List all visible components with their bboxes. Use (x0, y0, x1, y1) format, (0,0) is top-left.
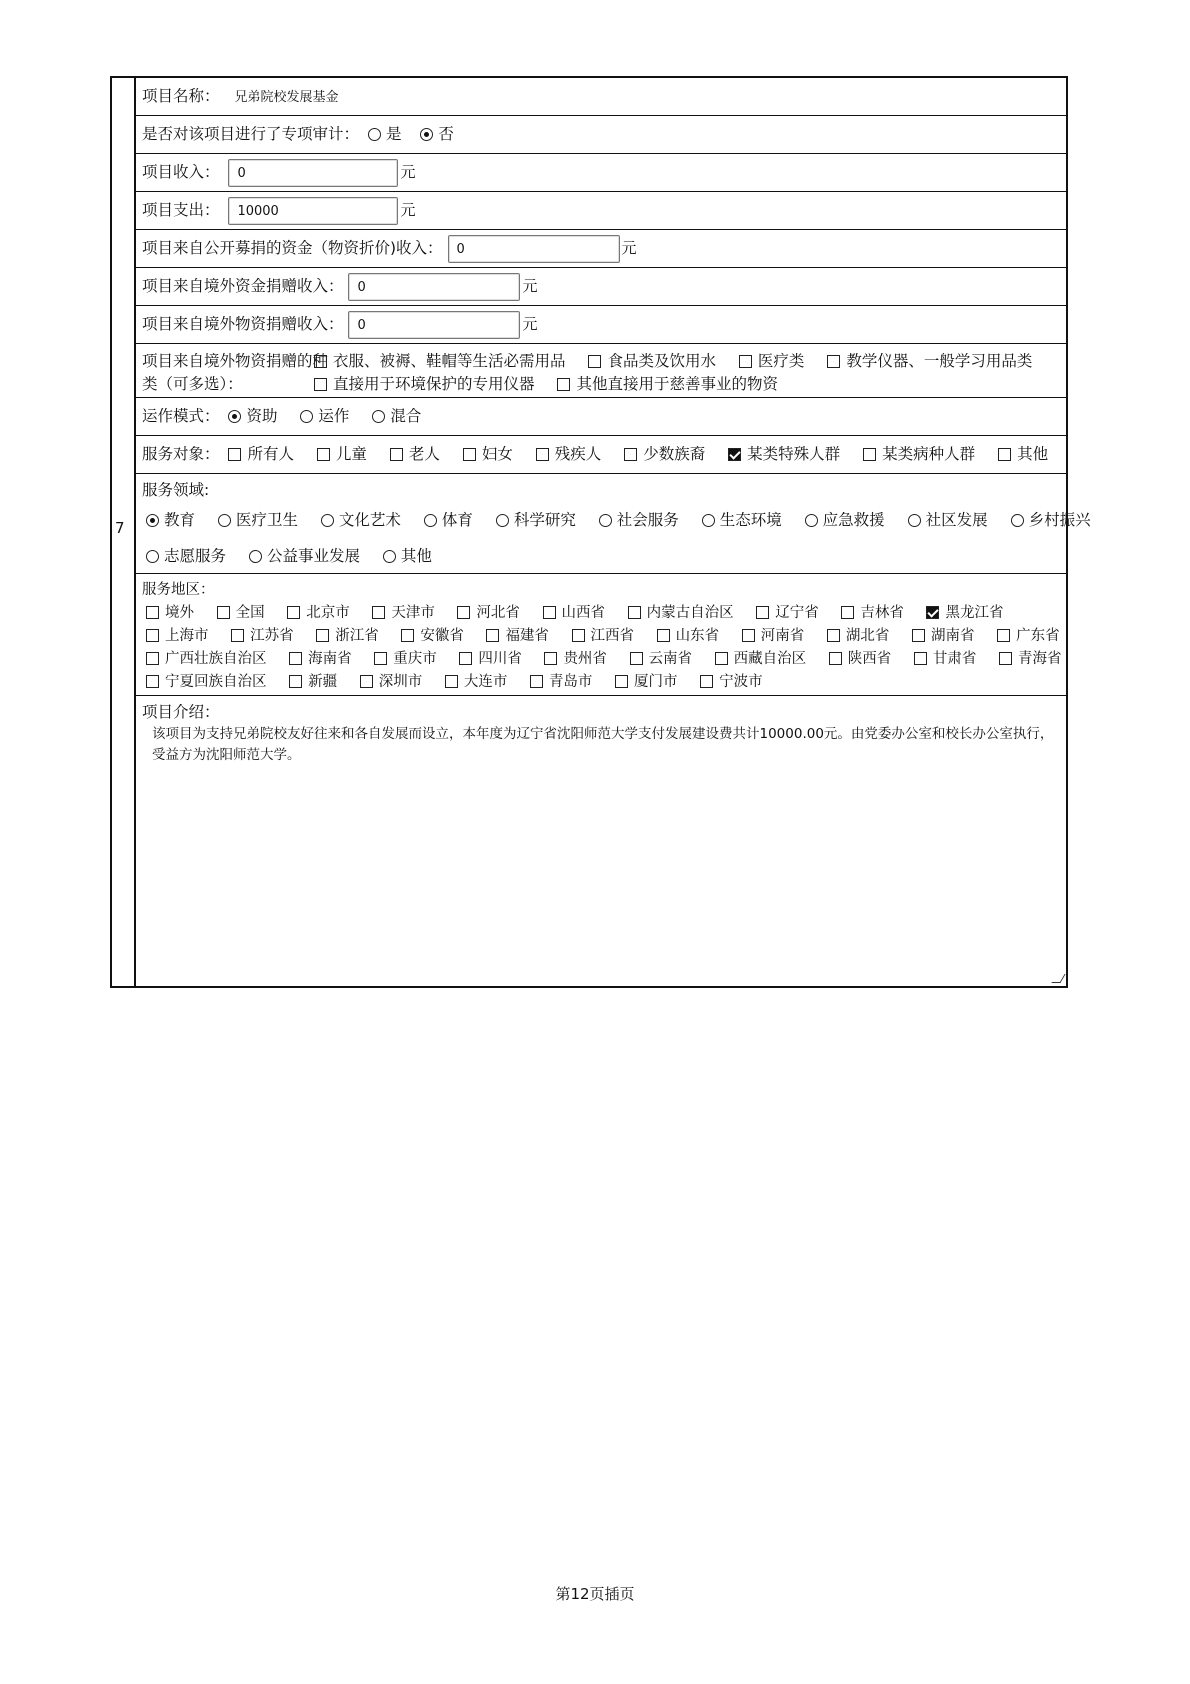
target-label: 某类病种人群 (882, 445, 976, 463)
region-label: 天津市 (391, 605, 435, 621)
goods-type-label: 食品类及饮用水 (607, 352, 716, 370)
region-checkbox[interactable] (543, 606, 556, 619)
goods-types-label-2: 类（可多选）： (142, 375, 243, 393)
region-checkbox[interactable] (374, 652, 387, 665)
region-label: 浙江省 (335, 628, 379, 644)
public-fund-input[interactable]: 0 (448, 235, 620, 263)
target-checkbox[interactable] (624, 448, 637, 461)
service-field-row (136, 474, 1091, 574)
target-checkbox[interactable] (390, 448, 403, 461)
special-audit-label: 是否对该项目进行了专项审计： (142, 125, 360, 143)
region-checkbox[interactable] (289, 675, 302, 688)
service-target-label: 服务对象： (142, 445, 220, 463)
region-checkbox[interactable] (700, 675, 713, 688)
goods-types-options-1 (310, 349, 1046, 371)
region-checkbox[interactable] (445, 675, 458, 688)
field-radio[interactable] (424, 514, 437, 527)
audit-no-label: 否 (438, 125, 454, 143)
page-footer: 第12页插页 (555, 1585, 635, 1603)
region-label: 湖北省 (845, 628, 890, 644)
goods-type-checkbox[interactable] (739, 355, 752, 368)
mode-radio-mixed[interactable] (372, 410, 385, 423)
field-label: 乡村振兴 (1028, 511, 1091, 529)
region-label: 陕西省 (847, 651, 892, 667)
foreign-fund-label: 项目来自境外资金捐赠收入： (142, 277, 344, 295)
region-label: 境外 (165, 605, 194, 621)
foreign-fund-input[interactable]: 0 (348, 273, 520, 301)
foreign-goods-label: 项目来自境外物资捐赠收入： (142, 315, 344, 333)
region-checkbox[interactable] (287, 606, 300, 619)
region-label: 黑龙江省 (945, 605, 1004, 621)
region-label: 安徽省 (420, 628, 464, 644)
resize-handle-icon[interactable] (1051, 974, 1065, 983)
region-checkbox[interactable] (459, 652, 472, 665)
region-label: 青海省 (1017, 651, 1062, 667)
region-checkbox[interactable] (289, 652, 302, 665)
region-checkbox[interactable] (841, 606, 854, 619)
region-label: 广东省 (1016, 628, 1060, 644)
goods-types-label-1: 项目来自境外物资捐赠的种 (142, 352, 329, 370)
region-label: 福建省 (505, 628, 549, 644)
expense-unit: 元 (400, 201, 416, 219)
income-label: 项目收入： (142, 163, 220, 181)
introduction-row (136, 696, 1066, 986)
field-radio[interactable] (146, 550, 159, 563)
field-radio[interactable] (383, 550, 396, 563)
goods-type-label: 其他直接用于慈善事业的物资 (576, 375, 778, 393)
region-checkbox[interactable] (146, 675, 159, 688)
goods-type-checkbox[interactable] (827, 355, 840, 368)
field-label: 其他 (400, 547, 432, 565)
field-label: 文化艺术 (338, 511, 401, 529)
field-label: 科学研究 (513, 511, 576, 529)
region-checkbox[interactable] (742, 629, 755, 642)
audit-yes-label: 是 (385, 125, 402, 143)
foreign-fund-unit: 元 (522, 277, 538, 295)
region-label: 重庆市 (393, 651, 437, 667)
region-checkbox[interactable] (630, 652, 643, 665)
region-checkbox[interactable] (827, 629, 840, 642)
row-number: 7 (115, 519, 125, 537)
foreign-goods-input[interactable]: 0 (348, 311, 520, 339)
field-label: 志愿服务 (164, 547, 227, 565)
operation-mode-row (136, 398, 1066, 436)
project-name-value[interactable]: 兄弟院校发展基金 (234, 90, 339, 105)
public-fund-label: 项目来自公开募捐的资金（物资折价)收入： (142, 239, 443, 257)
region-label: 广西壮族自治区 (165, 651, 267, 667)
region-label: 湖南省 (930, 628, 975, 644)
public-fund-row (136, 230, 1066, 268)
region-label: 新疆 (308, 674, 338, 690)
region-label: 四川省 (478, 651, 522, 667)
region-checkbox[interactable] (829, 652, 842, 665)
project-name-row (136, 78, 1066, 116)
mode-radio-fund[interactable] (228, 410, 241, 423)
goods-types-options-2 (310, 372, 792, 394)
service-target-row (136, 436, 1066, 474)
region-label: 大连市 (463, 674, 508, 690)
target-checkbox[interactable] (463, 448, 476, 461)
target-checkbox[interactable] (998, 448, 1011, 461)
row-number-column (112, 78, 136, 986)
target-label: 少数族裔 (643, 445, 706, 463)
region-checkbox[interactable] (914, 652, 927, 665)
region-label: 山东省 (675, 628, 720, 644)
goods-type-label: 教学仪器、一般学习用品类 (846, 352, 1033, 370)
region-label: 云南省 (648, 651, 693, 667)
region-label: 宁夏回族自治区 (165, 674, 267, 690)
target-checkbox[interactable] (536, 448, 549, 461)
field-radio[interactable] (146, 514, 159, 527)
expense-input[interactable]: 10000 (228, 197, 398, 225)
region-checkbox[interactable] (146, 652, 159, 665)
target-label: 妇女 (481, 445, 513, 463)
region-checkbox[interactable] (999, 652, 1012, 665)
goods-type-checkbox[interactable] (314, 355, 327, 368)
region-label: 江苏省 (250, 628, 294, 644)
target-label: 儿童 (335, 445, 367, 463)
project-content (136, 78, 1091, 986)
service-field-label: 服务领域: (142, 481, 210, 499)
goods-type-checkbox[interactable] (557, 378, 570, 391)
field-radio[interactable] (599, 514, 612, 527)
mode-label: 资助 (246, 407, 278, 425)
service-region-label: 服务地区： (142, 582, 215, 598)
region-label: 厦门市 (634, 674, 678, 690)
audit-yes-radio[interactable] (368, 128, 381, 141)
region-label: 山西省 (561, 605, 606, 621)
field-radio[interactable] (496, 514, 509, 527)
field-radio[interactable] (249, 550, 262, 563)
income-input[interactable]: 0 (228, 159, 398, 187)
goods-type-checkbox[interactable] (588, 355, 601, 368)
target-label: 残疾人 (554, 445, 602, 463)
region-label: 辽宁省 (775, 605, 819, 621)
service-field-options-2 (142, 544, 446, 566)
foreign-fund-row (136, 268, 1066, 306)
region-label: 江西省 (590, 628, 635, 644)
special-audit-row (136, 116, 1066, 154)
field-radio[interactable] (908, 514, 921, 527)
field-radio[interactable] (218, 514, 231, 527)
region-label: 宁波市 (719, 674, 763, 690)
region-checkbox[interactable] (217, 606, 230, 619)
field-radio[interactable] (1011, 514, 1024, 527)
region-checkbox[interactable] (146, 629, 159, 642)
region-checkbox[interactable] (360, 675, 373, 688)
region-label: 全国 (235, 605, 265, 621)
field-label: 医疗卫生 (235, 511, 298, 529)
region-checkbox[interactable] (530, 675, 543, 688)
region-label: 海南省 (308, 651, 352, 667)
region-checkbox-checked[interactable] (926, 606, 939, 619)
goods-type-checkbox[interactable] (314, 378, 327, 391)
region-checkbox[interactable] (401, 629, 414, 642)
region-checkbox[interactable] (146, 606, 159, 619)
region-label: 河北省 (476, 605, 520, 621)
field-label: 体育 (441, 511, 473, 529)
region-checkbox[interactable] (912, 629, 925, 642)
region-checkbox[interactable] (457, 606, 470, 619)
field-label: 教育 (164, 511, 196, 529)
region-label: 北京市 (306, 605, 350, 621)
region-checkbox[interactable] (372, 606, 385, 619)
goods-type-label: 直接用于环境保护的专用仪器 (333, 375, 535, 393)
region-checkbox[interactable] (316, 629, 329, 642)
introduction-label: 项目介绍： (142, 703, 220, 721)
region-label: 上海市 (165, 628, 209, 644)
field-radio[interactable] (702, 514, 715, 527)
target-label: 所有人 (247, 445, 294, 463)
target-label: 其他 (1017, 445, 1049, 463)
region-label: 贵州省 (563, 651, 607, 667)
region-checkbox[interactable] (715, 652, 728, 665)
target-checkbox-checked[interactable] (728, 448, 741, 461)
region-checkbox[interactable] (756, 606, 769, 619)
region-checkbox[interactable] (997, 629, 1010, 642)
expense-row (136, 192, 1066, 230)
target-checkbox[interactable] (317, 448, 330, 461)
audit-no-radio[interactable] (420, 128, 433, 141)
region-label: 甘肃省 (932, 651, 977, 667)
region-label: 深圳市 (378, 674, 423, 690)
income-row (136, 154, 1066, 192)
region-checkbox[interactable] (615, 675, 628, 688)
region-checkbox[interactable] (544, 652, 557, 665)
field-label: 生态环境 (719, 511, 782, 529)
field-label: 应急救援 (822, 511, 885, 529)
target-checkbox[interactable] (228, 448, 241, 461)
region-line-1 (142, 601, 1017, 622)
region-checkbox[interactable] (486, 629, 499, 642)
region-checkbox[interactable] (657, 629, 670, 642)
field-label: 社会服务 (616, 511, 679, 529)
region-line-4 (142, 670, 777, 691)
foreign-goods-row (136, 306, 1066, 344)
expense-label: 项目支出： (142, 201, 220, 219)
introduction-text[interactable]: 该项目为支持兄弟院校友好往来和各自发展而设立，本年度为辽宁省沈阳师范大学支付发展建设费共计10000.00元。由党委办公室和校长办公室执行，受益方为沈阳师范大学。 (152, 726, 1054, 763)
target-label: 老人 (408, 445, 440, 463)
region-checkbox[interactable] (572, 629, 585, 642)
service-region-row (136, 574, 1066, 696)
region-label: 吉林省 (860, 605, 904, 621)
region-label: 河南省 (760, 628, 805, 644)
foreign-goods-unit: 元 (522, 315, 538, 333)
public-fund-unit: 元 (621, 239, 637, 257)
region-label: 西藏自治区 (733, 651, 807, 667)
service-field-options-1 (142, 508, 1105, 530)
goods-types-row (136, 344, 1066, 398)
region-label: 青岛市 (548, 674, 593, 690)
field-label: 公益事业发展 (266, 547, 360, 565)
field-label: 社区发展 (925, 511, 988, 529)
target-label: 某类特殊人群 (747, 445, 841, 463)
field-radio[interactable] (321, 514, 334, 527)
project-name-label: 项目名称： (142, 87, 220, 105)
operation-mode-label: 运作模式： (142, 407, 220, 425)
region-checkbox[interactable] (628, 606, 641, 619)
income-unit: 元 (400, 163, 416, 181)
goods-type-label: 医疗类 (757, 352, 805, 370)
project-sheet (110, 76, 1091, 988)
region-line-2 (142, 624, 1074, 645)
goods-type-label: 衣服、被褥、鞋帽等生活必需用品 (333, 352, 566, 370)
region-checkbox[interactable] (231, 629, 244, 642)
region-line-3 (142, 647, 1075, 668)
region-label: 内蒙古自治区 (646, 605, 734, 621)
target-checkbox[interactable] (863, 448, 876, 461)
field-radio[interactable] (805, 514, 818, 527)
mode-radio-operate[interactable] (300, 410, 313, 423)
mode-label: 运作 (318, 407, 350, 425)
mode-label: 混合 (390, 407, 422, 425)
